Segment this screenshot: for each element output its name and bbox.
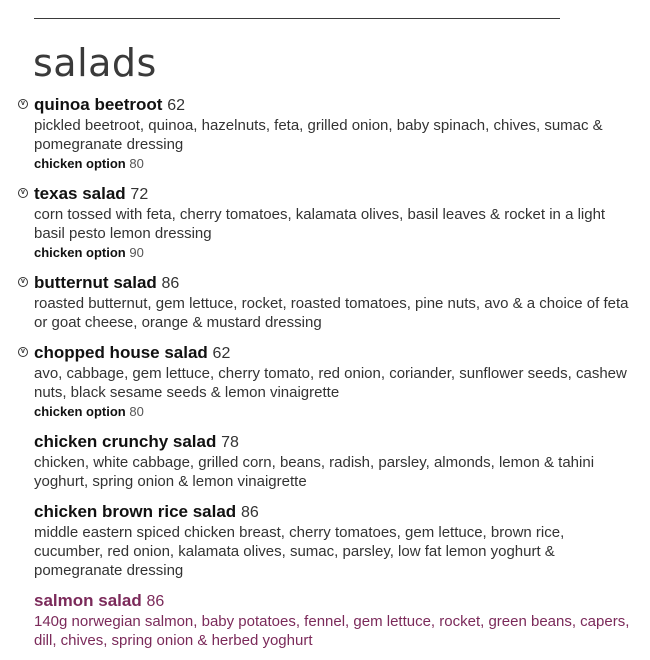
- item-price: 86: [240, 504, 259, 521]
- item-price: 86: [146, 593, 165, 610]
- item-name: butternut salad: [34, 273, 157, 292]
- option-label: chicken option: [34, 404, 126, 419]
- item-description: corn tossed with feta, cherry tomatoes, kalamata olives, basil leaves & rocket in a light basil pesto lemon dressing: [34, 206, 606, 242]
- item-description: avo, cabbage, gem lettuce, cherry tomato, red onion, coriander, sunflower seeds, cashew nuts, black sesame seeds & lemon vinaigrette: [34, 365, 627, 401]
- item-price: 72: [130, 186, 149, 203]
- menu-item-featured: [34, 590, 634, 650]
- item-name: chicken crunchy salad: [34, 432, 217, 451]
- vegetarian-icon: v: [18, 277, 28, 287]
- item-name: chicken brown rice salad: [34, 502, 237, 521]
- menu-item: [21, 183, 634, 262]
- item-option: [34, 243, 634, 262]
- menu-item: [21, 272, 634, 332]
- item-price: 78: [221, 434, 239, 451]
- vegetarian-icon: v: [18, 99, 28, 109]
- item-name: chopped house salad: [34, 343, 208, 362]
- menu-item: [21, 342, 634, 421]
- item-price: 62: [167, 97, 185, 114]
- item-option: [34, 402, 634, 421]
- section-title: salads: [33, 41, 157, 85]
- item-description: 140g norwegian salmon, baby potatoes, fennel, gem lettuce, rocket, green beans, capers, dill, chives, spring onion & herbed yoghurt: [34, 613, 630, 649]
- item-description: chicken, white cabbage, grilled corn, beans, radish, parsley, almonds, lemon & tahini yoghurt, spring onion & lemon vinaigrette: [34, 454, 595, 490]
- option-label: chicken option: [34, 156, 126, 171]
- menu-item: [21, 94, 634, 173]
- menu-items: [21, 94, 634, 660]
- item-name: texas salad: [34, 184, 126, 203]
- item-option: [34, 154, 634, 173]
- item-name: quinoa beetroot: [34, 95, 163, 114]
- option-price: 90: [129, 245, 144, 260]
- vegetarian-icon: v: [18, 347, 28, 357]
- top-divider: [34, 18, 560, 19]
- menu-item: [34, 431, 634, 491]
- menu-item: [34, 501, 634, 580]
- item-description: roasted butternut, gem lettuce, rocket, roasted tomatoes, pine nuts, avo & a choice of feta or goat cheese, orange & mustard dressing: [34, 295, 629, 331]
- item-description: middle eastern spiced chicken breast, cherry tomatoes, gem lettuce, brown rice, cucumber, red onion, kalamata olives, sumac, parsley, low fat lemon yoghurt & pomegranate dressing: [34, 524, 565, 579]
- item-name: salmon salad: [34, 591, 142, 610]
- option-price: 80: [129, 404, 144, 419]
- item-price: 86: [161, 275, 180, 292]
- item-price: 62: [212, 345, 231, 362]
- vegetarian-icon: v: [18, 188, 28, 198]
- item-description: pickled beetroot, quinoa, hazelnuts, feta, grilled onion, baby spinach, chives, sumac & pomegranate dressing: [34, 117, 603, 153]
- option-price: 80: [129, 156, 144, 171]
- option-label: chicken option: [34, 245, 126, 260]
